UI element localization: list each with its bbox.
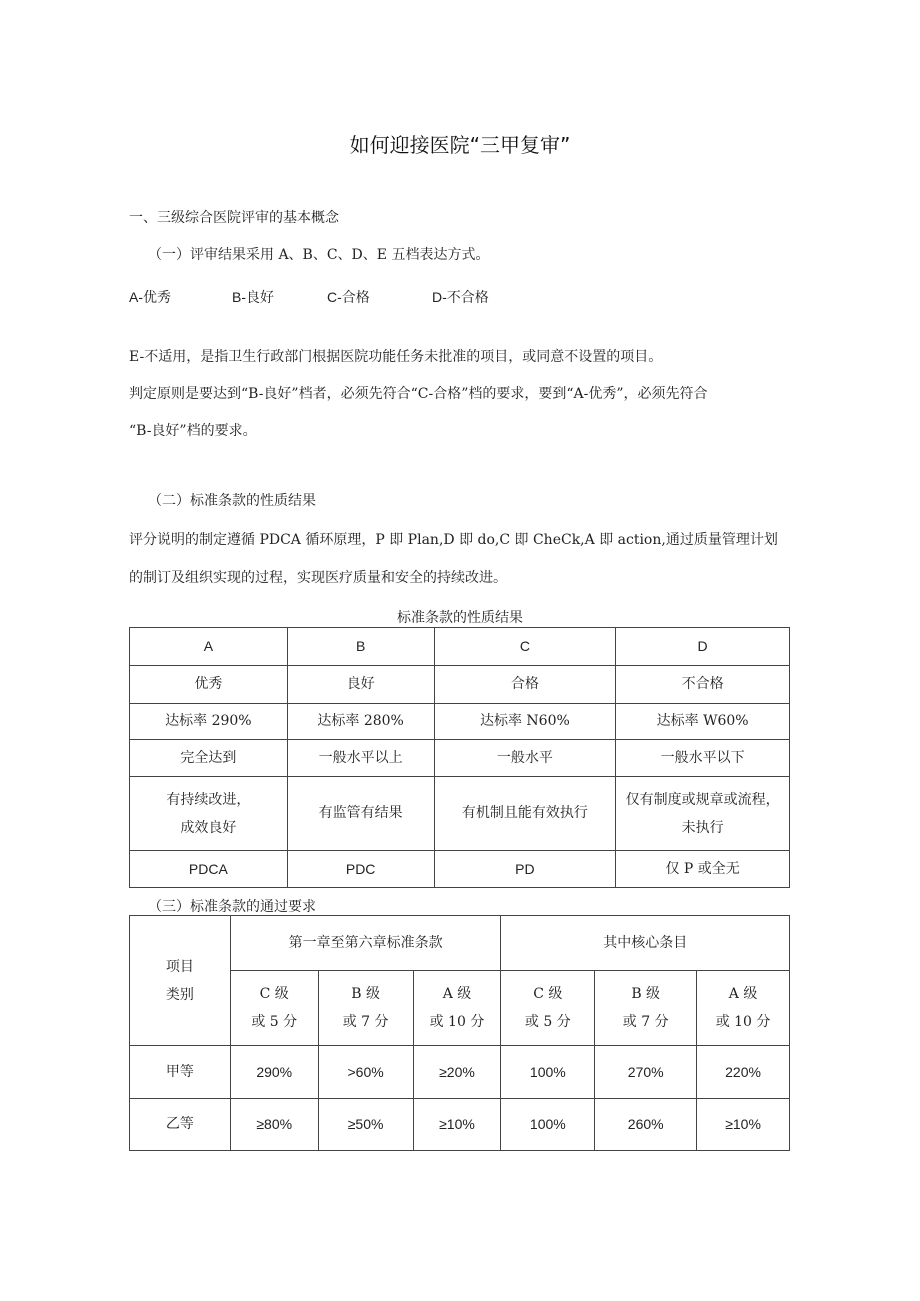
table-row [130,666,790,704]
table1-caption: 标准条款的性质结果 [397,610,523,626]
table-cell: PDCA [130,851,288,888]
table-cell: ≥10% [697,1099,790,1151]
table-cell: 合格 [434,666,616,704]
table-cell: PD [434,851,616,888]
table-cell: PDC [287,851,434,888]
subsection3-heading: （三）标准条款的通过要求 [148,899,316,915]
table-cell: 一般水平以下 [616,740,790,777]
table1-header-a: A [130,628,288,666]
table1-header-d: D [616,628,790,666]
table-row [130,704,790,740]
pdca-line-1: 评分说明的制定遵循 PDCA 循环原理，P 即 Plan,D 即 do,C 即 CheCk,A 即 action,通过质量管理计划 [129,532,778,548]
grade-b: B-良好 [232,289,274,305]
cell-line: C 级 [533,986,563,1002]
table2-row-header [130,916,231,1046]
section1-heading: 一、三级综合医院评审的基本概念 [129,210,339,226]
table2-group-chapters: 第一章至第六章标准条款 [230,916,501,971]
rule-line-1: 判定原则是要达到“B-良好”档者，必须先符合“C-合格”档的要求，要到“A-优秀”，必须先符合 [129,386,708,402]
table-cell: 达标率 N60% [434,704,616,740]
table-cell: 完全达到 [130,740,288,777]
cell-line: B 级 [631,986,661,1002]
cell-line: 或 7 分 [622,1014,669,1030]
table2-level-cell [697,971,790,1046]
table2-level-cell [230,971,318,1046]
subsection2-heading: （二）标准条款的性质结果 [148,493,316,509]
table1-header-c: C [434,628,616,666]
pass-requirement-table [129,915,790,1151]
table-cell: 有机制且能有效执行 [434,777,616,851]
table2-level-cell [501,971,595,1046]
table-row [130,1046,790,1099]
table-row [130,777,790,851]
page-title: 如何迎接医院“三甲复审” [349,133,571,157]
quality-result-table [129,627,790,888]
table-cell: ≥80% [230,1099,318,1151]
table-cell: 达标率 W60% [616,704,790,740]
table-cell: ≥50% [318,1099,413,1151]
cell-line: 项目 [165,958,194,975]
cell-line: 有持续改进， [166,791,251,808]
table-row [130,851,790,888]
table1-header-row [130,628,790,666]
rule-line-2: “B-良好”档的要求。 [129,423,257,439]
table2-group-core: 其中核心条目 [501,916,790,971]
table-cell [130,777,288,851]
table2-row-label: 甲等 [130,1046,231,1099]
cell-line: 未执行 [681,819,724,836]
grade-e-description: E-不适用，是指卫生行政部门根据医院功能任务未批准的项目，或同意不设置的项目。 [129,349,663,365]
table-row [130,1099,790,1151]
grade-d: D-不合格 [432,289,489,305]
table-row [130,740,790,777]
table-cell: ≥10% [413,1099,501,1151]
table-cell: 达标率 280% [287,704,434,740]
table-cell: 100% [501,1046,595,1099]
table-cell: 不合格 [616,666,790,704]
table-cell: 达标率 290% [130,704,288,740]
cell-line: 或 10 分 [429,1014,485,1030]
cell-line: A 级 [728,986,758,1002]
subsection1-heading: （一）评审结果采用 A、B、C、D、E 五档表达方式。 [148,247,490,263]
cell-line: 或 7 分 [342,1014,389,1030]
cell-line: A 级 [442,986,472,1002]
table-cell: 290% [230,1046,318,1099]
cell-line: 类别 [165,986,194,1003]
table-cell: 270% [595,1046,697,1099]
table-cell: >60% [318,1046,413,1099]
cell-line: 成效良好 [180,819,237,836]
table2-group-header-row [130,916,790,971]
cell-line: C 级 [259,986,289,1002]
table-cell: 260% [595,1099,697,1151]
table-cell: 仅 P 或全无 [616,851,790,888]
grade-c: C-合格 [327,289,370,305]
table1-header-b: B [287,628,434,666]
table-cell: 一般水平以上 [287,740,434,777]
table-cell [616,777,790,851]
table-cell: 220% [697,1046,790,1099]
cell-line: 或 5 分 [251,1014,298,1030]
cell-line: 仅有制度或规章或流程， [625,791,780,808]
table-cell: ≥20% [413,1046,501,1099]
table2-level-cell [413,971,501,1046]
cell-line: 或 5 分 [524,1014,571,1030]
table-cell: 一般水平 [434,740,616,777]
grade-a: A-优秀 [129,289,171,305]
table-cell: 有监管有结果 [287,777,434,851]
table2-level-cell [595,971,697,1046]
table-cell: 优秀 [130,666,288,704]
cell-line: 或 10 分 [715,1014,771,1030]
table2-row-label: 乙等 [130,1099,231,1151]
table2-level-cell [318,971,413,1046]
table-cell: 良好 [287,666,434,704]
cell-line: B 级 [351,986,380,1002]
table-cell: 100% [501,1099,595,1151]
pdca-line-2: 的制订及组织实现的过程，实现医疗质量和安全的持续改进。 [129,570,507,586]
